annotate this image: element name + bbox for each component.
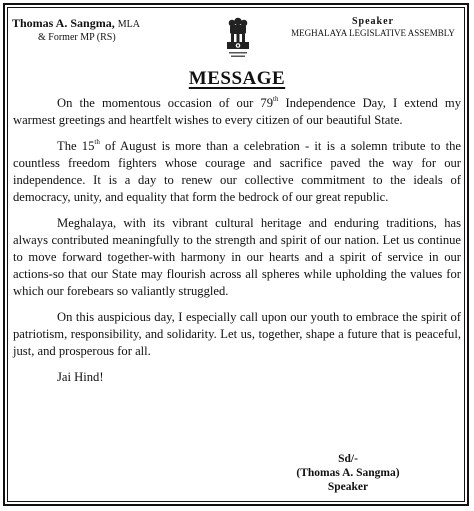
page-title-text: MESSAGE: [188, 68, 286, 89]
office-title: Speaker: [352, 16, 394, 27]
message-body: [13, 95, 461, 386]
ordinal-suffix: th: [94, 137, 100, 146]
signature-block: [288, 452, 408, 494]
paragraph-1: [13, 95, 461, 129]
state-emblem-icon: [225, 16, 251, 60]
paragraph-1-text-b: Independence Day, I extend my warmest greetings and heartfelt wishes to every citizen of our beautiful State.: [13, 96, 461, 127]
paragraph-2-text-b: of August is more than a celebration - it is a solemn tribute to the countless freedom fighters whose courage and sacrifice paved the way for our independence. It is a day to renew our collective commitment to the ideals of democracy, unity, and equality that form the bedrock of our great republic.: [13, 139, 461, 204]
sender-title: MLA: [117, 19, 140, 30]
ordinal-suffix: th: [273, 94, 279, 103]
sender-subtitle: & Former MP (RS): [38, 32, 116, 43]
sender-name: Thomas A. Sangma,: [12, 16, 115, 30]
paragraph-4: On this auspicious day, I especially call upon our youth to embrace the spirit of patriotism, responsibility, and solidarity. Let us, together, shape a future that is peaceful, just, and prosperous for all.: [13, 310, 461, 358]
office-block: [284, 16, 462, 38]
paragraph-2: [13, 138, 461, 206]
paragraph-3: Meghalaya, with its vibrant cultural heritage and enduring traditions, has always contributed meaningfully to the strength and spirit of our nation. Let us continue to move forward together-with harmony in our hearts and a spirit of service in our actions-so that our State may flourish across all spheres while upholding the values for which our forebears so valiantly struggled.: [13, 216, 461, 298]
office-subtitle: MEGHALAYA LEGISLATIVE ASSEMBLY: [291, 28, 455, 38]
signatory-title: Speaker: [327, 481, 369, 493]
sender-name-line: [12, 16, 140, 31]
sender-block: [12, 16, 140, 43]
signatory-name: (Thomas A. Sangma): [296, 467, 400, 479]
closing-line: Jai Hind!: [57, 370, 104, 384]
paragraph-2-text-a: The 15: [57, 139, 95, 153]
letterhead: [12, 16, 462, 64]
signature-mark: Sd/-: [338, 453, 358, 465]
page-title: [0, 68, 474, 90]
paragraph-1-text-a: On the momentous occasion of our 79: [57, 96, 274, 110]
